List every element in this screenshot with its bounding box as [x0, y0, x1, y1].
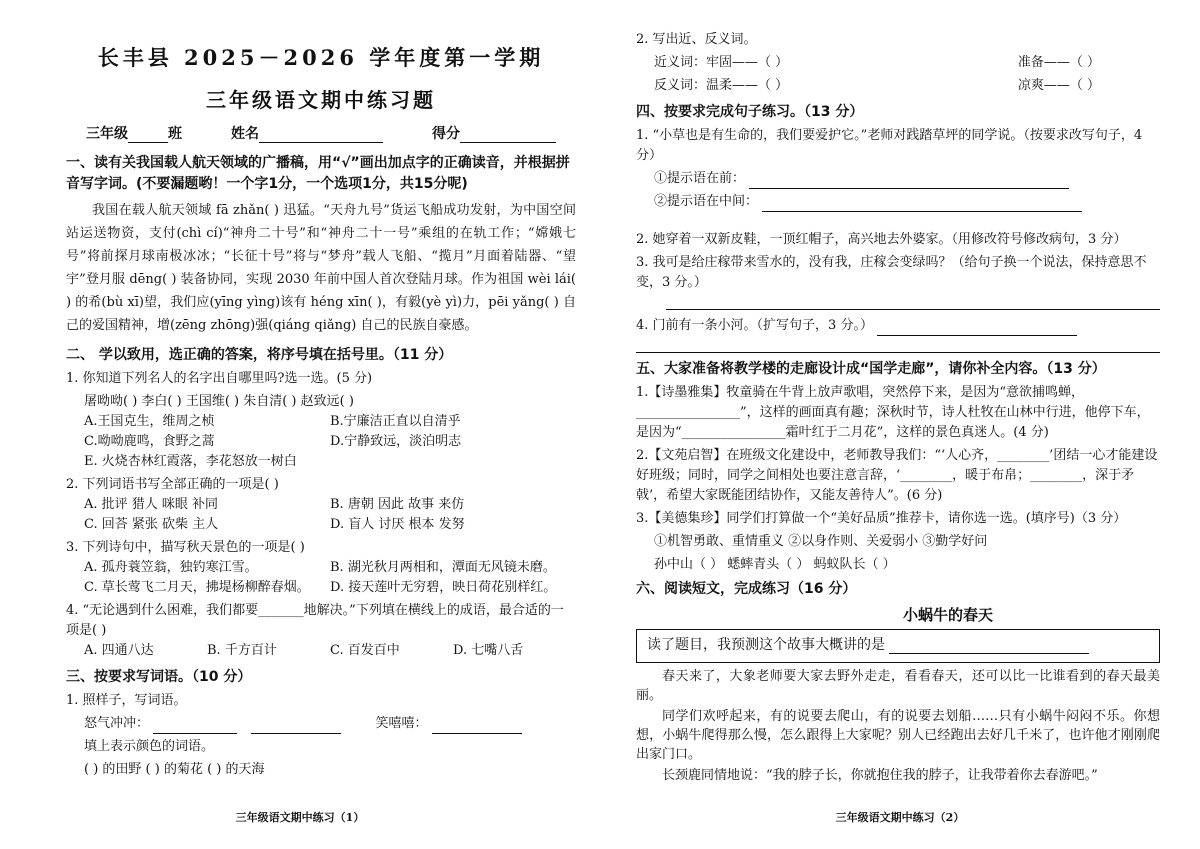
s4-q4-text: 4. 门前有一条小河。（扩写句子，3 分。）: [636, 318, 873, 333]
s5-question-3: 3.【美德集珍】同学们打算做一个“美好品质”推荐卡，请你选一选。(填序号)（3 分）: [636, 511, 1127, 526]
answer-line[interactable]: [749, 174, 1069, 189]
option[interactable]: B. 湖光秋月两相和，潭面无风镜未磨。: [330, 560, 556, 575]
answer-blank[interactable]: [432, 719, 522, 734]
answer-line[interactable]: [889, 639, 1089, 654]
s2-q1-names: 屠呦呦( ) 李白( ) 王国维( ) 朱自清( ) 赵致远( ): [84, 394, 354, 409]
answer-line[interactable]: [877, 321, 1077, 336]
option[interactable]: D.宁静致远，淡泊明志: [330, 434, 462, 449]
antonym-row: [636, 76, 1160, 96]
option[interactable]: E. 火烧杏林红霞落，李花怒放一树白: [84, 454, 297, 469]
option[interactable]: B. 千方百计: [207, 643, 277, 658]
s2-q3-options: [66, 558, 576, 598]
prediction-prompt: 读了题目，我预测这个故事大概讲的是: [647, 637, 885, 653]
class-blank[interactable]: [128, 128, 168, 143]
s4-question-3: 3. 我可是给庄稼带来雪水的，没有我，庄稼会变绿吗？（给句子换一个说法，保持意思不变，3 分。）: [636, 255, 1147, 290]
s3-example-a: 怒气冲冲：: [84, 716, 150, 731]
s2-q2-options: [66, 495, 576, 535]
s3-question-2: 2. 写出近、反义词。: [636, 32, 757, 47]
s4-q1b-row: [636, 192, 1160, 212]
s4-question-1: 1. “小草也是有生命的，我们要爱护它。”老师对践踏草坪的同学说。（按要求改写句子，4 分）: [636, 128, 1143, 163]
option[interactable]: A. 四通八达: [84, 643, 154, 658]
section-2-title: 二、 学以致用，选正确的答案，将序号填在括号里。（11 分）: [66, 347, 453, 363]
reading-title: 小蜗牛的春天: [902, 606, 993, 624]
s4-q1a-row: [636, 169, 1160, 189]
s4-question-4: [636, 316, 1160, 336]
page-footer-2: 三年级语文期中练习（2）: [835, 811, 965, 824]
section-1-passage: 我国在载人航天领域 fā zhǎn( ) 迅猛。“天舟九号”货运飞船成功发射，为中国空间站运送物资，支付(chì cí)“神舟二十号”和“神舟二十一号”乘组的在轨工作；“嫦娥七号”将前探月球南极冰冰；“长征十号”将与“梦舟”载人飞船、“揽月”月面着陆器、“望宇”登月服 dēng( ) 装备协同，实现 2030 年前中国人首次登陆月球。作为祖国 wèi lái( ) 的希(bù xī)望，我们应(yīng yìng)该有 héng xīn( )，有毅(yè yì)力，pēi yǎng( ) 自己的爱国精神，增(zēng zhōng)强(qiáng qiǎng) 自己的民族自豪感。: [66, 203, 576, 333]
option[interactable]: D. 接天莲叶无穷碧，映日荷花别样红。: [330, 580, 557, 595]
antonym-1[interactable]: 反义词：温柔——（ ）: [654, 78, 789, 93]
reading-paragraph-1: 春天来了，大象老师要大家去野外走走，看看春天，还可以比一比谁看到的春天最美丽。: [636, 669, 1160, 703]
s4-question-2: 2. 她穿着一双新皮鞋，一顶红帽子，高兴地去外婆家。（用修改符号修改病句，3 分）: [636, 232, 1127, 247]
section-4-title: 四、按要求完成句子练习。（13 分）: [636, 104, 864, 120]
s5-question-1: 1.【诗墨雅集】牧童骑在牛背上放声歌唱，突然停下来，是因为“意欲捕鸣蝉，________________”，这样的画面真有趣；深秋时节，诗人杜牧在山林中行进，他停下车，是因为“________________霜叶红于二月花”，这样的景色真迷人。(4 分): [636, 385, 1150, 440]
s3-q1-row: [66, 714, 576, 734]
option[interactable]: A. 孤舟蓑笠翁，独钓寒江雪。: [84, 560, 258, 575]
s2-question-4: 4. “无论遇到什么困难，我们都要_______地解决。”下列填在横线上的成语，最合适的一项是( ): [66, 603, 564, 638]
answer-blank[interactable]: [251, 719, 341, 734]
s3-color-blanks[interactable]: ( ) 的田野 ( ) 的菊花 ( ) 的天海: [84, 762, 265, 777]
option[interactable]: D. 盲人 讨厌 根本 发努: [330, 517, 465, 532]
exam-subtitle: 三年级语文期中练习题: [206, 88, 436, 112]
grade-label: 三年级: [86, 126, 128, 142]
option[interactable]: C. 草长莺飞二月天，拂堤杨柳醉春烟。: [84, 580, 310, 595]
s2-question-2: 2. 下列词语书写全部正确的一项是( ): [66, 477, 279, 492]
section-3-title: 三、按要求写词语。（10 分）: [66, 669, 252, 685]
option[interactable]: A.王国克生，维周之桢: [84, 414, 215, 429]
answer-line[interactable]: [762, 197, 1082, 212]
reading-paragraph-3: 长颈鹿同情地说：“我的脖子长，你就抱住我的脖子，让我带着你去春游吧。”: [662, 768, 1098, 783]
s2-question-1: 1. 你知道下列名人的名字出自哪里吗?选一选。(5 分): [66, 371, 373, 386]
s2-q1-options: [66, 412, 576, 472]
s3-example-b: 笑嘻嘻：: [375, 716, 428, 731]
score-label: 得分: [432, 126, 460, 142]
s5-question-2: 2.【文苑启智】在班级文化建设中，老师教导我们：“‘人心齐，________’团结一心才能建设好班级；同时，同学之间相处也要注意言辞，‘________，暖于布帛；________，深于矛戟’，希望大家既能团结协作，又能友善待人”。(6 分): [636, 448, 1158, 503]
s5-q3-options: ①机智勇敢、重情重义 ②以身作则、关爱弱小 ③勤学好问: [654, 534, 988, 549]
s3-color-instruction: 填上表示颜色的词语。: [84, 739, 215, 754]
section-5-title: 五、大家准备将教学楼的走廊设计成“国学走廊”，请你补全内容。（13 分）: [636, 361, 1106, 377]
answer-line[interactable]: [636, 336, 1160, 353]
s2-q4-options: [66, 641, 576, 661]
page-footer-1: 三年级语文期中练习（1）: [235, 811, 365, 824]
antonym-2[interactable]: 凉爽——（ ）: [1017, 78, 1100, 93]
prediction-box[interactable]: [636, 629, 1160, 663]
s4-q1b-label: ②提示语在中间：: [654, 194, 759, 209]
option[interactable]: B.宁廉洁正直以自清乎: [330, 414, 461, 429]
name-blank[interactable]: [259, 128, 383, 143]
reading-paragraph-2: 同学们欢呼起来，有的说要去爬山，有的说要去划船……只有小蜗牛闷闷不乐。你想想，小蜗牛爬得那么慢，怎么跟得上大家呢？别人已经跑出去好几千米了，也许他才刚刚爬出家门口。: [636, 709, 1160, 762]
answer-blank[interactable]: [153, 719, 237, 734]
synonym-1[interactable]: 近义词：牢固——（ ）: [654, 55, 789, 70]
s2-question-3: 3. 下列诗句中，描写秋天景色的一项是( ): [66, 540, 305, 555]
option[interactable]: A. 批评 猎人 咪眼 补同: [84, 497, 219, 512]
name-label: 姓名: [231, 126, 259, 142]
score-blank[interactable]: [460, 128, 556, 143]
synonym-row: [636, 53, 1160, 73]
right-page: [600, 0, 1200, 849]
student-info: [66, 123, 576, 143]
option[interactable]: C. 百发百中: [330, 643, 400, 658]
class-label: 班: [168, 126, 182, 142]
answer-line[interactable]: [666, 293, 1160, 310]
s5-q3-items[interactable]: 孙中山（ ） 蟋蟀青头（ ） 蚂蚁队长（ ）: [654, 557, 896, 572]
s3-question-1: 1. 照样子，写词语。: [66, 693, 187, 708]
synonym-2[interactable]: 准备——（ ）: [1017, 55, 1100, 70]
s4-q1a-label: ①提示语在前：: [654, 171, 746, 186]
option[interactable]: B. 唐朝 因此 故事 来仿: [330, 497, 465, 512]
option[interactable]: C.呦呦鹿鸣，食野之蒿: [84, 434, 215, 449]
option[interactable]: C. 回荅 紧张 砍柴 主人: [84, 517, 219, 532]
option[interactable]: D. 七嘴八舌: [453, 643, 524, 658]
section-1-title: 一、读有关我国载人航天领域的广播稿，用“√”画出加点字的正确读音，并根据拼音写字词。(不要漏题哟！一个字1分，一个选项1分，共15分呢): [66, 155, 570, 192]
section-6-title: 六、阅读短文，完成练习（16 分）: [636, 581, 857, 597]
exam-title: 长丰县 2025－2026 学年度第一学期: [97, 45, 545, 70]
